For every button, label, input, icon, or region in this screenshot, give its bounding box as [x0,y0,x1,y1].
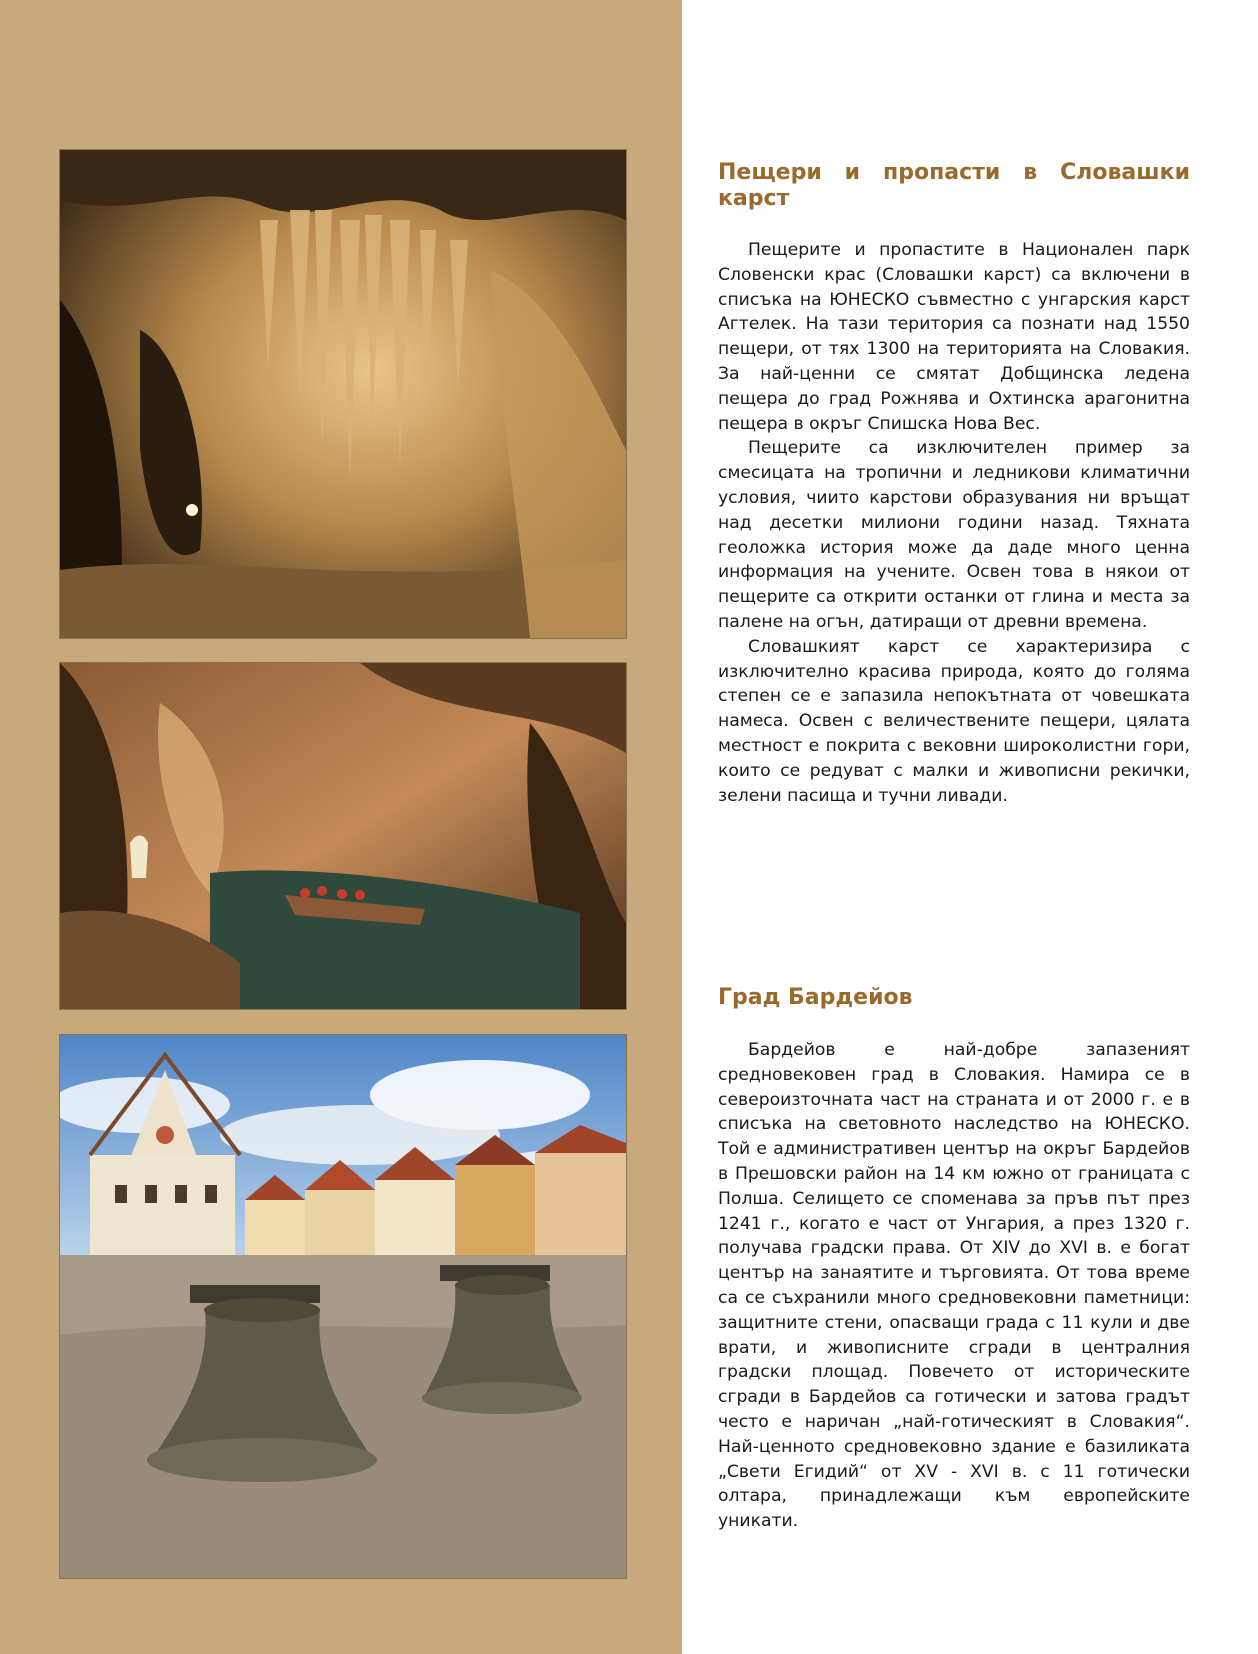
bardejov-section-body [718,1038,1190,1534]
cave-river-boat-photo [59,662,627,1010]
cave-section-title: Пещери и пропасти в Словашки карст [718,160,1190,211]
paragraph: Пещерите и пропастите в Национален парк Словенски крас (Словашки карст) са включени в списъка на ЮНЕСКО съвместно с унгарския карст Агтелек. На тази територия са познати над 1550 пещери, от тях 1300 на територията на Словакия. За най-ценни се смятат Добщинска ледена пещера до град Рожнява и Охтинска арагонитна пещера в окръг Спишска Нова Вес. [718,240,1190,434]
bardejov-section-title: Град Бардейов [718,985,913,1010]
paragraph: Бардейов е най-добре запазеният средновековен град в Словакия. Намира се в североизточната част на страната и от 2000 г. е в списъка на световното наследство на ЮНЕСКО. Той е административен център на окръг Бардейов в Прешовски район на 14 км южно от границата с Полша. Селището се споменава за пръв път през 1241 г., когато е част от Унгария, а през 1320 г. получава градски права. От XIV до XVI в. е богат център на занаятите и търговията. От това време са се съхранили много средновековни паметници: защитните стени, опасващи града с 11 кули и две врати, и живописните сгради в централния градски площад. Повечето от историческите сгради в Бардейов са готически и затова градът често е наричан „най-готическият в Словакия“. Най-ценното средновековно здание е базиликата „Свети Егидий“ от XV - XVI в. с 11 готически олтара, принадлежащи към европейските уникати. [718,1040,1190,1532]
cave-stalactites-photo [59,149,627,639]
paragraph: Словашкият карст се характеризира с изключително красива природа, която до голяма степен се е запазила непокътната от човешката намеса. Освен с величествените пещери, цялата местност е покрита с вековни широколистни гори, които се редуват с малки и живописни рекички, зелени пасища и тучни ливади. [718,636,1190,806]
cave-section-body [718,238,1190,808]
bardejov-square-bells-photo [59,1034,627,1579]
paragraph: Пещерите са изключителен пример за смесицата на тропични и ледникови климатични условия, чиито карстови образувания ни връщат над десетки милиони години назад. Тяхната геоложка история може да даде много ценна информация на учените. Освен това в някои от пещерите са открити останки от глина и места за палене на огън, датиращи от древни времена. [718,438,1190,632]
